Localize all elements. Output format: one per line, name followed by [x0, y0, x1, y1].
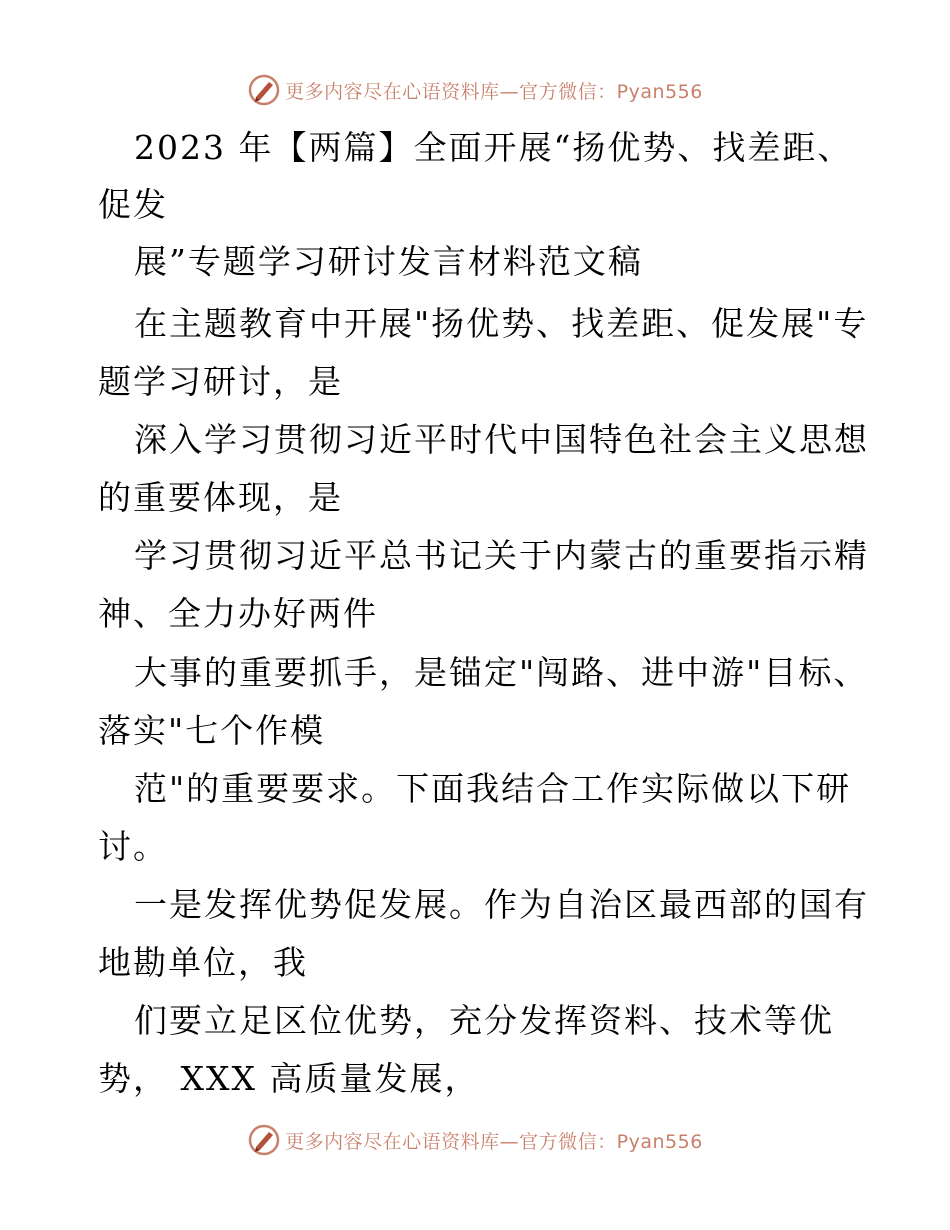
paragraph-line: 落实"七个作模 — [98, 711, 326, 750]
header-watermark — [0, 70, 950, 110]
paragraph-line: 范"的重要要求。下面我结合工作实际做以下研 — [134, 769, 852, 808]
paragraph-line: 讨。 — [98, 827, 168, 866]
paragraph-line: 大事的重要抓手，是锚定"闯路、进中游"目标、 — [134, 653, 869, 692]
title-line-2: 促发 — [98, 185, 168, 224]
title-line-1: 2023 年【两篇】全面开展“扬优势、找差距、 — [134, 128, 853, 167]
footer-watermark — [0, 1120, 950, 1160]
paragraph-line: 在主题教育中开展"扬优势、找差距、促发展"专 — [134, 304, 869, 343]
pen-seal-logo-icon — [247, 1123, 281, 1157]
paragraph-line: 题学习研讨，是 — [98, 362, 343, 401]
paragraph-line: 学习贯彻习近平总书记关于内蒙古的重要指示精 — [134, 536, 869, 575]
paragraph-line: 地勘单位，我 — [98, 943, 308, 982]
paragraph-line: 一是发挥优势促发展。作为自治区最西部的国有 — [134, 885, 869, 924]
paragraph-line: 势， XXX 高质量发展， — [98, 1059, 480, 1098]
paragraph-line: 们要立足区位优势，充分发挥资料、技术等优 — [134, 1001, 834, 1040]
watermark-text: 更多内容尽在心语资料库—官方微信：Pyan556 — [285, 80, 703, 103]
pen-seal-logo-icon — [247, 73, 281, 107]
title-line-3: 展”专题学习研讨发言材料范文稿 — [134, 242, 643, 281]
watermark-text: 更多内容尽在心语资料库—官方微信：Pyan556 — [285, 1130, 703, 1153]
paragraph-line: 神、全力办好两件 — [98, 594, 378, 633]
paragraph-line: 的重要体现，是 — [98, 478, 343, 517]
paragraph-line: 深入学习贯彻习近平时代中国特色社会主义思想 — [134, 420, 869, 459]
